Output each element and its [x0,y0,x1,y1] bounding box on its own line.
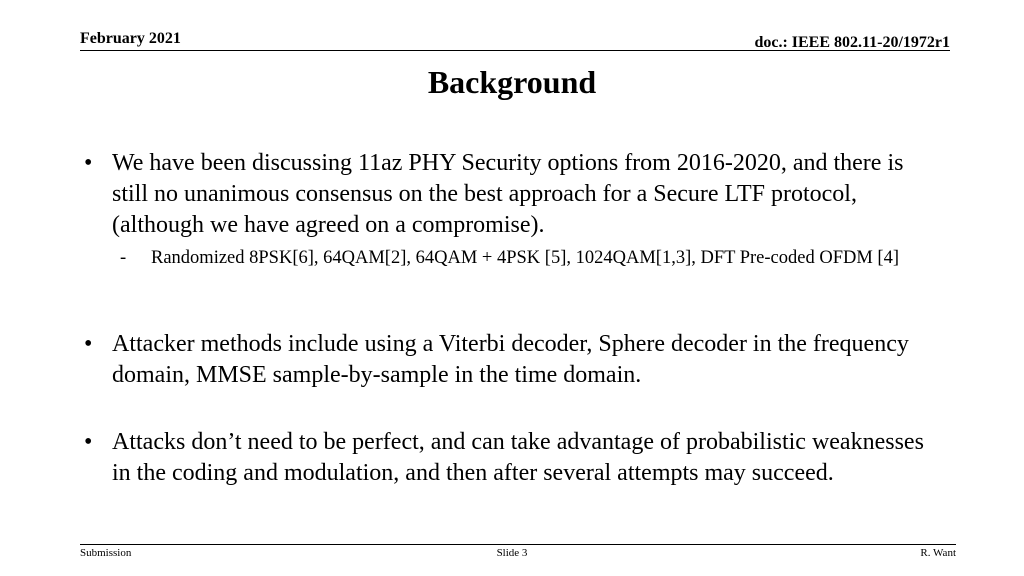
bullet-marker: • [84,429,93,455]
header-date: February 2021 [80,30,181,47]
bullet-marker: • [84,150,93,176]
footer-divider [80,544,956,545]
sub-bullet-text: Randomized 8PSK[6], 64QAM[2], 64QAM + 4PSK [5], 1024QAM[1,3], DFT Pre-coded OFDM [4] [151,248,899,268]
footer-slide-number: Slide 3 [496,547,528,559]
sub-bullet-item [120,246,930,271]
header-doc-id: doc.: IEEE 802.11-20/1972r1 [754,34,950,51]
bullet-text: Attacker methods include using a Viterbi decoder, Sphere decoder in the frequency domain, MMSE sample-by-sample in the time domain. [112,331,909,388]
footer-author: R. Want [920,547,956,559]
bullet-item [84,329,944,391]
slide-title: Background [427,64,597,100]
footer-submission: Submission [80,547,132,559]
bullet-item [84,148,944,241]
footer-slide-number-wrap [0,547,1024,559]
bullet-text: We have been discussing 11az PHY Security options from 2016-2020, and there is still no unanimous consensus on the best approach for a Secure LTF protocol, (although we have agreed on a compromise). [112,150,904,238]
sub-bullet-marker: - [120,248,127,268]
bullet-item [84,427,944,489]
bullet-marker: • [84,331,93,357]
bullet-text: Attacks don’t need to be perfect, and can take advantage of probabilistic weaknesses in the coding and modulation, and then after several attempts may succeed. [112,429,924,486]
